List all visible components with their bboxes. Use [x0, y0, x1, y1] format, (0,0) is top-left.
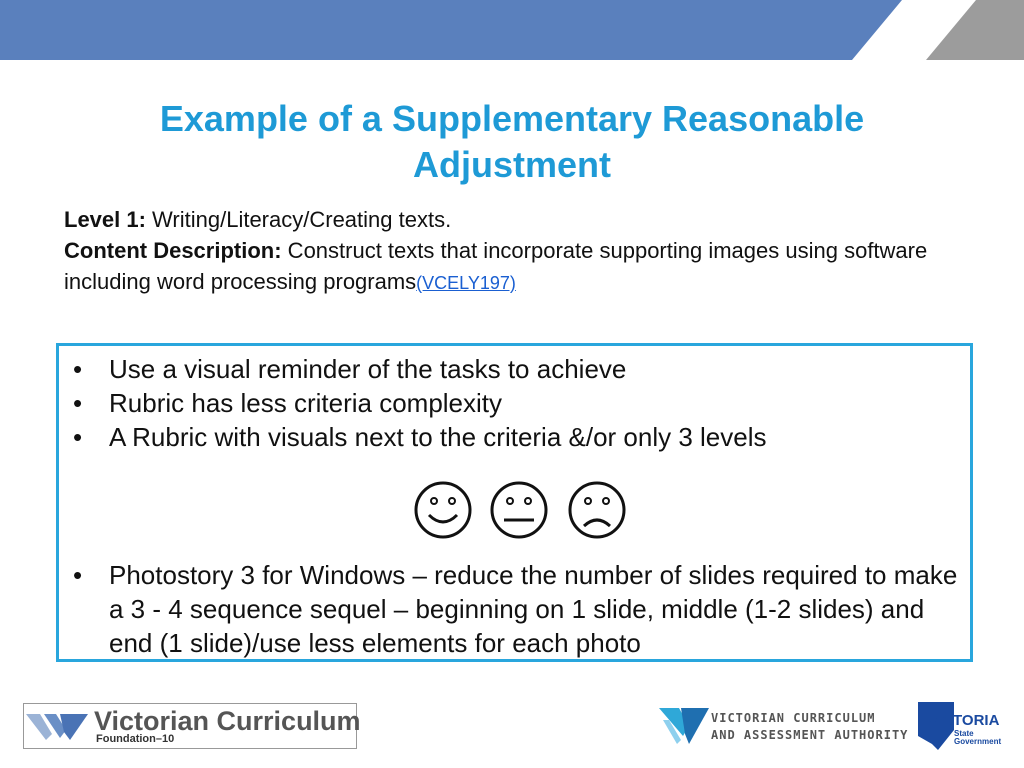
list-item-text: Use a visual reminder of the tasks to achieve [109, 354, 627, 384]
victoria-logo-name: VICTORIA [928, 712, 1000, 729]
bullet-icon: • [73, 354, 83, 384]
content-description [64, 235, 964, 299]
victoria-logo-sub [954, 730, 1001, 746]
list-item [69, 558, 964, 660]
bullet-icon: • [73, 422, 83, 452]
victoria-government-logo [916, 700, 1006, 752]
level-label: Level 1: [64, 207, 146, 232]
vcaa-logo [659, 702, 909, 748]
vcaa-line-1: VICTORIAN CURRICULUM [711, 711, 876, 725]
vc-chevron-icon [26, 710, 90, 742]
level-text: Writing/Literacy/Creating texts. [145, 207, 452, 232]
content-meta [64, 204, 964, 299]
victorian-curriculum-logo [23, 703, 361, 749]
list-item-text: Photostory 3 for Windows – reduce the number of slides required to make a 3 - 4 sequence sequel – beginning on 1 slide, middle (1-2 slides) and end (1 slide)/use less elements for each photo [109, 560, 958, 658]
header-bar [0, 0, 1024, 60]
list-item [69, 420, 964, 454]
list-item-text: A Rubric with visuals next to the criteria &/or only 3 levels [109, 422, 767, 452]
vc-logo-sub: Foundation–10 [96, 733, 175, 745]
level-line [64, 204, 964, 235]
list-item-text: Rubric has less criteria complexity [109, 388, 503, 418]
victoria-logo-sub-2: Government [954, 737, 1002, 746]
bullet-icon: • [73, 560, 83, 590]
vcaa-logo-text [711, 710, 908, 744]
content-description-text: Construct texts that incorporate supporting images using software including word processing programs [64, 238, 928, 294]
rating-faces [411, 480, 631, 540]
smiley-face-icon [416, 483, 470, 537]
vcaa-line-2: AND ASSESSMENT AUTHORITY [711, 728, 909, 742]
page-title: Example of a Supplementary Reasonable Adjustment [159, 98, 865, 185]
adjustments-list-bottom [69, 558, 964, 660]
neutral-face-icon [492, 483, 546, 537]
victoria-logo-sub-1: State [954, 729, 974, 738]
adjustments-box [56, 343, 973, 662]
vcely197-link[interactable]: (VCELY197) [416, 273, 516, 293]
content-description-label: Content Description: [64, 238, 282, 263]
list-item [69, 352, 964, 386]
bullet-icon: • [73, 388, 83, 418]
vc-logo-name: Victorian Curriculum [94, 706, 361, 736]
sad-face-icon [570, 483, 624, 537]
list-item [69, 386, 964, 420]
vcaa-chevron-icon [659, 706, 709, 746]
adjustments-list-top [69, 352, 964, 454]
